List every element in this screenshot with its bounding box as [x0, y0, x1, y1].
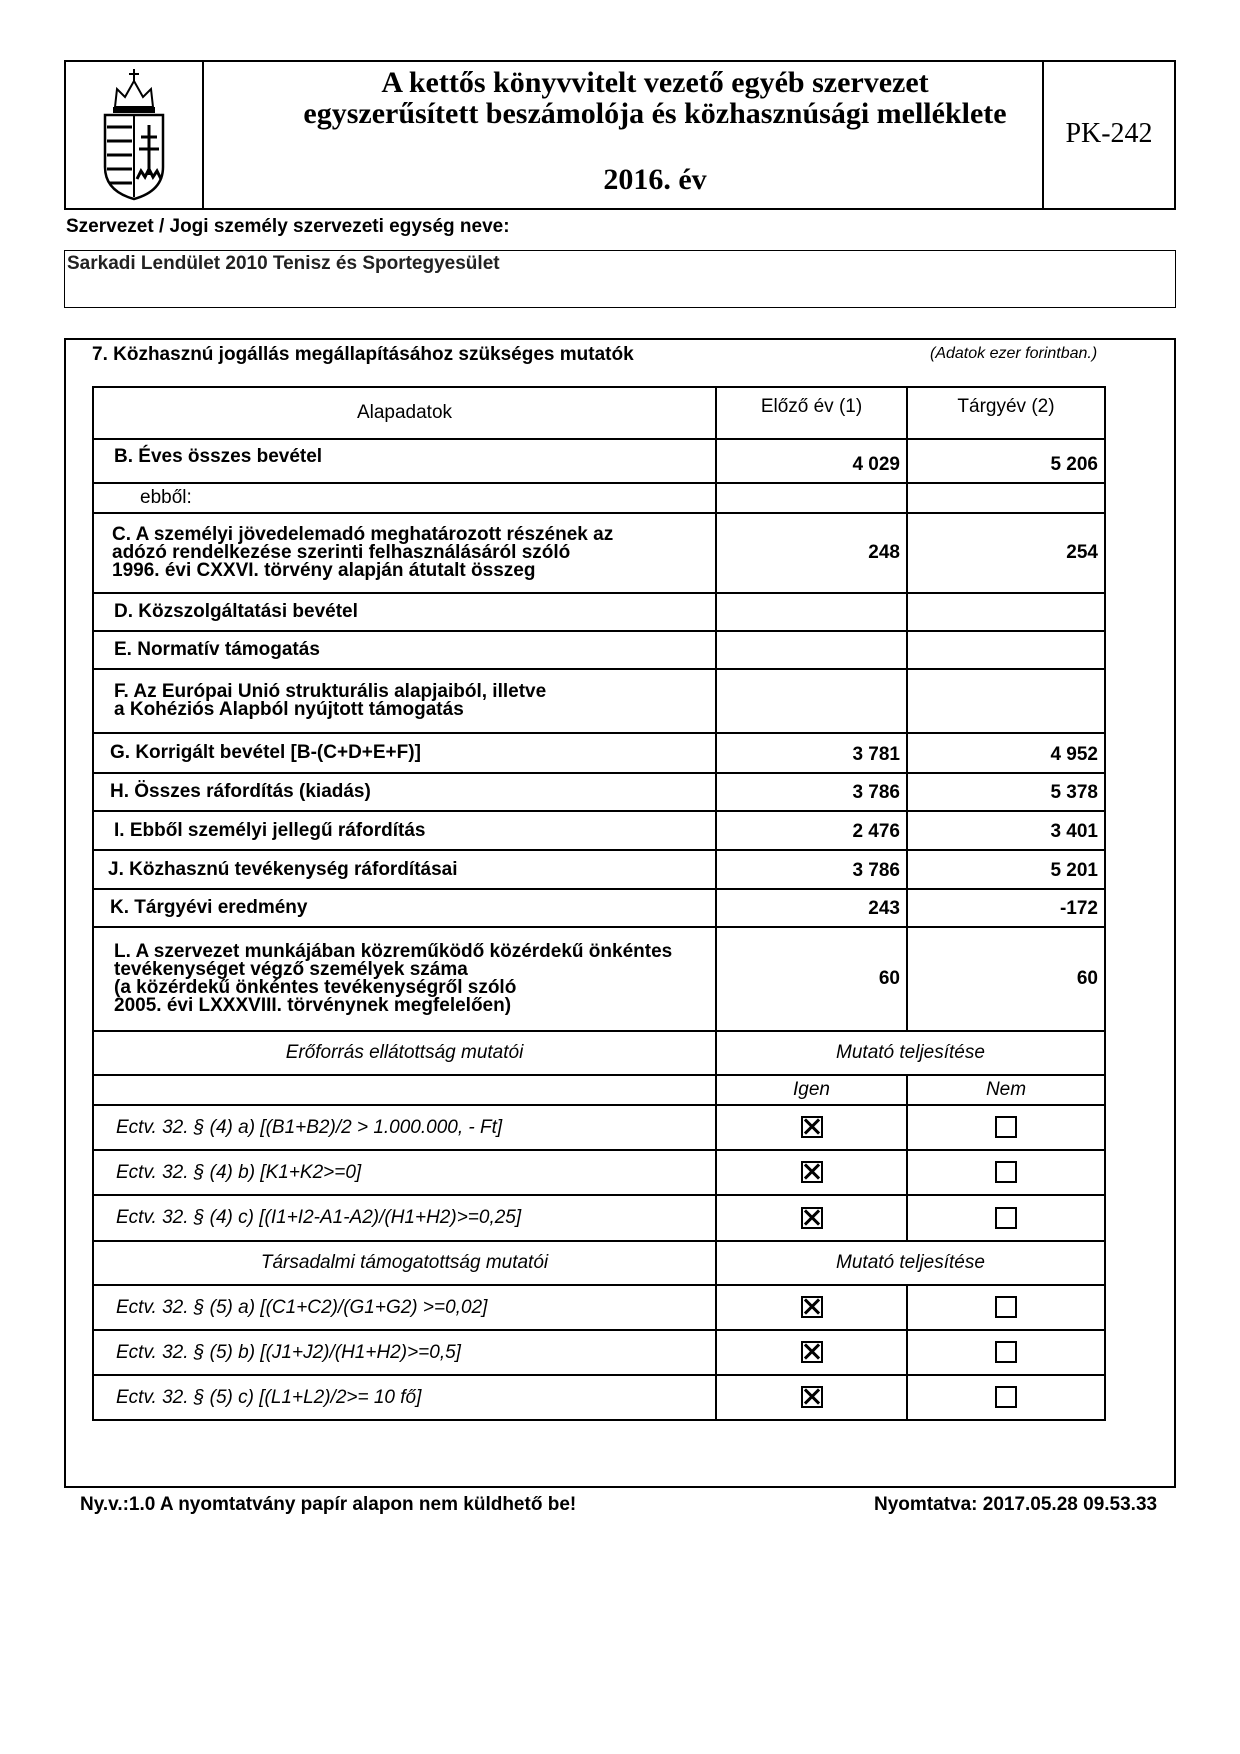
row-j	[93, 850, 1105, 889]
resource-criterion-row	[93, 1195, 1105, 1241]
title-line-1: A kettős könyvvitelt vezető egyéb szervezet	[381, 66, 929, 99]
organization-label: Szervezet / Jogi személy szervezeti egység neve:	[66, 216, 510, 237]
form-code: PK-242	[1065, 118, 1153, 149]
organization-name: Sarkadi Lendület 2010 Tenisz és Sportegyesület	[67, 253, 500, 274]
column-header-yes: Igen	[716, 1075, 907, 1105]
row-l-curr: 60	[907, 927, 1105, 1031]
table-header-row	[93, 387, 1105, 439]
resource-criterion-c-label: Ectv. 32. § (4) c) [(I1+I2-A1-A2)/(H1+H2)>=0,25]	[93, 1195, 716, 1241]
social-c-no-checkbox[interactable]	[995, 1386, 1017, 1408]
social-title: Társadalmi támogatottság mutatói	[93, 1241, 716, 1285]
social-a-no-checkbox[interactable]	[995, 1296, 1017, 1318]
row-c-label-line-2: adózó rendelkezése szerinti felhasználásáról szóló	[112, 542, 571, 563]
row-l	[93, 927, 1105, 1031]
row-f-label-line-1: F. Az Európai Unió strukturális alapjaiból, illetve	[114, 681, 547, 702]
row-ebbol	[93, 483, 1105, 513]
row-i	[93, 811, 1105, 850]
social-c-yes-checkbox[interactable]	[801, 1386, 823, 1408]
row-ebbol-prev	[716, 483, 907, 513]
column-header-current-year: Tárgyév (2)	[907, 387, 1105, 439]
row-h-prev: 3 786	[716, 773, 907, 811]
row-h-label: H. Összes ráfordítás (kiadás)	[93, 773, 716, 811]
row-d-prev	[716, 593, 907, 631]
social-header-row	[93, 1241, 1105, 1285]
form-title	[202, 62, 1108, 208]
resource-a-no-checkbox[interactable]	[995, 1116, 1017, 1138]
hungarian-coat-of-arms-icon	[66, 62, 204, 208]
row-k-prev: 243	[716, 889, 907, 927]
social-criterion-b-label: Ectv. 32. § (5) b) [(J1+J2)/(H1+H2)>=0,5]	[93, 1330, 716, 1375]
row-c	[93, 513, 1105, 593]
row-l-label-line-1: L. A szervezet munkájában közreműködő közérdekű önkéntes	[114, 941, 673, 962]
social-b-yes-checkbox[interactable]	[801, 1341, 823, 1363]
row-e-curr	[907, 631, 1105, 669]
resource-criterion-b-label: Ectv. 32. § (4) b) [K1+K2>=0]	[93, 1150, 716, 1195]
social-criterion-row	[93, 1330, 1105, 1375]
row-g-label: G. Korrigált bevétel [B-(C+D+E+F)]	[93, 733, 716, 773]
title-line-2: egyszerűsített beszámolója és közhasznúsági melléklete	[303, 97, 1007, 130]
row-b-prev: 4 029	[716, 439, 907, 483]
column-header-no: Nem	[907, 1075, 1105, 1105]
row-g-curr: 4 952	[907, 733, 1105, 773]
units-note: (Adatok ezer forintban.)	[930, 345, 1098, 362]
section-title: 7. Közhasznú jogállás megállapításához szükséges mutatók	[92, 344, 634, 365]
row-d-curr	[907, 593, 1105, 631]
resource-b-yes-checkbox[interactable]	[801, 1161, 823, 1183]
row-l-label-line-2: tevékenységet végző személyek száma	[114, 959, 468, 980]
row-l-label-line-3: (a közérdekű önkéntes tevékenységről szóló	[114, 977, 517, 998]
form-code-box	[1042, 60, 1176, 210]
form-header	[64, 60, 1176, 210]
resource-fulfilment-header: Mutató teljesítése	[716, 1031, 1105, 1075]
row-l-label	[93, 927, 716, 1031]
column-header-base: Alapadatok	[93, 387, 716, 439]
indicators-table	[92, 386, 1106, 1421]
row-ebbol-curr	[907, 483, 1105, 513]
resource-criterion-row	[93, 1150, 1105, 1195]
social-criterion-row	[93, 1285, 1105, 1330]
social-criterion-row	[93, 1375, 1105, 1420]
footer-print-timestamp: Nyomtatva: 2017.05.28 09.53.33	[874, 1494, 1158, 1515]
row-f-curr	[907, 669, 1105, 733]
resource-criterion-row	[93, 1105, 1105, 1150]
row-k-curr: -172	[907, 889, 1105, 927]
row-d	[93, 593, 1105, 631]
resource-c-no-checkbox[interactable]	[995, 1207, 1017, 1229]
row-c-prev: 248	[716, 513, 907, 593]
row-l-label-line-4: 2005. évi LXXXVIII. törvénynek megfelelően)	[114, 995, 512, 1016]
social-b-no-checkbox[interactable]	[995, 1341, 1017, 1363]
row-j-label: J. Közhasznú tevékenység ráfordításai	[93, 850, 716, 889]
row-c-label-line-3: 1996. évi CXXVI. törvény alapján átutalt összeg	[112, 560, 536, 581]
row-j-curr: 5 201	[907, 850, 1105, 889]
form-year: 2016. év	[603, 163, 707, 196]
social-a-yes-checkbox[interactable]	[801, 1296, 823, 1318]
resource-header-row	[93, 1031, 1105, 1075]
row-j-prev: 3 786	[716, 850, 907, 889]
row-g	[93, 733, 1105, 773]
social-criterion-a-label: Ectv. 32. § (5) a) [(C1+C2)/(G1+G2) >=0,02]	[93, 1285, 716, 1330]
row-b-curr: 5 206	[907, 439, 1105, 483]
row-f-prev	[716, 669, 907, 733]
row-ebbol-label: ebből:	[93, 483, 716, 513]
row-e-label: E. Normatív támogatás	[93, 631, 716, 669]
resource-c-yes-checkbox[interactable]	[801, 1207, 823, 1229]
resource-b-no-checkbox[interactable]	[995, 1161, 1017, 1183]
row-g-prev: 3 781	[716, 733, 907, 773]
row-i-label: I. Ebből személyi jellegű ráfordítás	[93, 811, 716, 850]
row-f	[93, 669, 1105, 733]
resource-a-yes-checkbox[interactable]	[801, 1116, 823, 1138]
row-f-label	[93, 669, 716, 733]
row-k	[93, 889, 1105, 927]
yes-no-header-row	[93, 1075, 1105, 1105]
organization-name-field	[64, 250, 1176, 308]
row-h-curr: 5 378	[907, 773, 1105, 811]
resource-criterion-a-label: Ectv. 32. § (4) a) [(B1+B2)/2 > 1.000.000, - Ft]	[93, 1105, 716, 1150]
footer-version-note: Ny.v.:1.0 A nyomtatvány papír alapon nem küldhető be!	[80, 1494, 577, 1515]
social-fulfilment-header: Mutató teljesítése	[716, 1241, 1105, 1285]
row-b-label: B. Éves összes bevétel	[93, 439, 716, 483]
row-c-label	[93, 513, 716, 593]
row-c-label-line-1: C. A személyi jövedelemadó meghatározott részének az	[112, 524, 614, 545]
yes-no-spacer	[93, 1075, 716, 1105]
row-e	[93, 631, 1105, 669]
row-d-label: D. Közszolgáltatási bevétel	[93, 593, 716, 631]
row-b	[93, 439, 1105, 483]
social-criterion-c-label: Ectv. 32. § (5) c) [(L1+L2)/2>= 10 fő]	[93, 1375, 716, 1420]
row-f-label-line-2: a Kohéziós Alapból nyújtott támogatás	[114, 699, 464, 720]
row-e-prev	[716, 631, 907, 669]
resource-title: Erőforrás ellátottság mutatói	[93, 1031, 716, 1075]
column-header-prev-year: Előző év (1)	[716, 387, 907, 439]
row-l-prev: 60	[716, 927, 907, 1031]
row-h	[93, 773, 1105, 811]
row-k-label: K. Tárgyévi eredmény	[93, 889, 716, 927]
row-c-curr: 254	[907, 513, 1105, 593]
row-i-curr: 3 401	[907, 811, 1105, 850]
row-i-prev: 2 476	[716, 811, 907, 850]
